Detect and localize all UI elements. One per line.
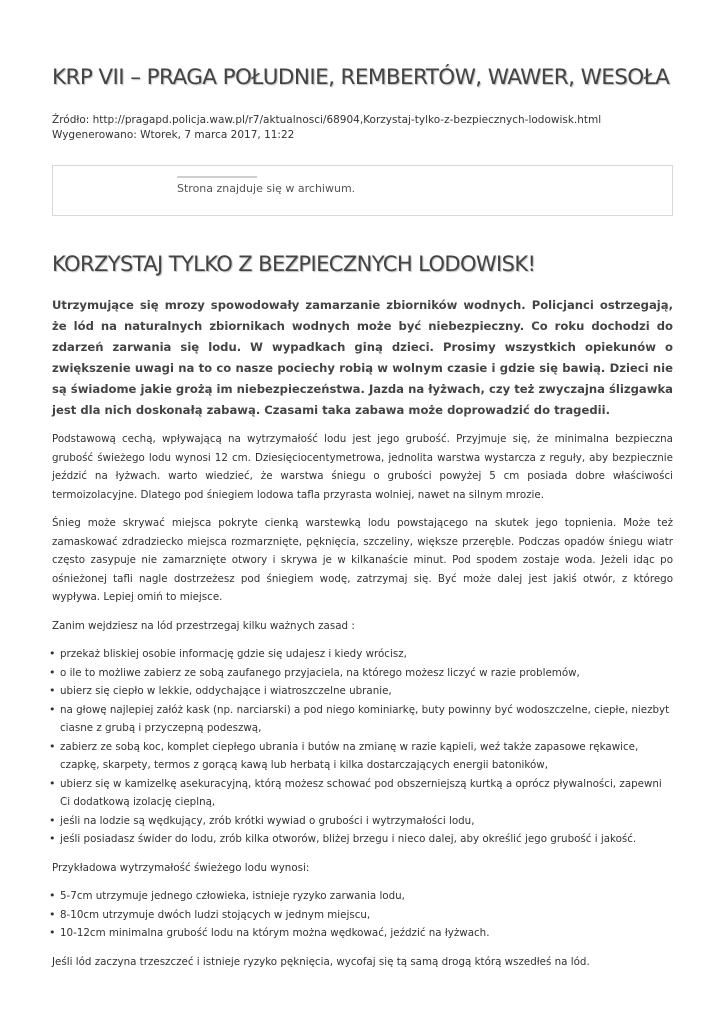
list-item: • ubierz się ciepło w lekkie, oddychające i wiatroszczelne ubranie, [52, 682, 673, 701]
strength-intro: Przykładowa wytrzymałość świeżego lodu wynosi: [52, 861, 310, 874]
article-title: KORZYSTAJ TYLKO Z BEZPIECZNYCH LODOWISK! [52, 252, 536, 276]
list-item: • jeśli na lodzie są wędkujący, zrób krótki wywiad o grubości i wytrzymałości lodu, [52, 812, 673, 831]
document-meta [52, 113, 601, 143]
list-item: • zabierz ze sobą koc, komplet ciepłego ubrania i butów na zmianę w razie kąpieli, weź także zapasowe rękawice, czapkę, skarpety, termos z gorącą kawą lub herbatą i kilka dostarczających energii batoników, [52, 738, 673, 775]
list-item: • jeśli posiadasz świder do lodu, zrób kilka otworów, bliżej brzegu i nieco dalej, aby określić jego grubość i jakość. [52, 830, 673, 849]
article-lead: Utrzymujące się mrozy spowodowały zamarzanie zbiorników wodnych. Policjanci ostrzegają, że lód na naturalnych zbiornikach wodnych może być niebezpieczny. Co roku dochodzi do zdarzeń zarwania się lodu. W wypadkach giną dzieci. Prosimy wszystkich opiekunów o zwiększenie uwagi na to co nasze pociechy robią w wolnym czasie i gdzie się bawią. Dzieci nie są świadome jakie grożą im niebezpieczeństwa. Jazda na łyżwach, czy też zwyczajna ślizgawka jest dla nich doskonałą zabawą. Czasami taka zabawa może doprowadzić do tragedii. [52, 298, 673, 417]
site-title: KRP VII – PRAGA POŁUDNIE, REMBERTÓW, WAWER, WESOŁA [52, 65, 670, 90]
generated-date: Wygenerowano: Wtorek, 7 marca 2017, 11:22 [52, 129, 295, 141]
archive-notice-text: Strona znajduje się w archiwum. [177, 182, 356, 195]
source-url: Źródło: http://pragapd.policja.waw.pl/r7/aktualnosci/68904,Korzystaj-tylko-z-bezpiecznych-lodowisk.html [52, 114, 602, 126]
list-item: • przekaż bliskiej osobie informację gdzie się udajesz i kiedy wrócisz, [52, 645, 673, 664]
list-item: • 8-10cm utrzymuje dwóch ludzi stojących w jednym miejscu, [52, 906, 673, 925]
strength-list [52, 887, 673, 943]
article-body [52, 430, 673, 981]
list-item: • 5-7cm utrzymuje jednego człowieka, istnieje ryzyko zarwania lodu, [52, 887, 673, 906]
list-item: • 10-12cm minimalna grubość lodu na którym można wędkować, jeździć na łyżwach. [52, 924, 673, 943]
paragraph-thickness: Podstawową cechą, wpływającą na wytrzymałość lodu jest jego grubość. Przyjmuje się, że minimalna bezpieczna grubość świeżego lodu wynosi 12 cm. Dziesięciocentymetrowa, jednolita warstwa wystarcza z reguły, aby bezpiecznie jeździć na łyżwach. warto wiedzieć, że warstwa śniegu o grubości powyżej 5 cm posiada dobre właściwości termoizolacyjne. Dlatego pod śniegiem lodowa tafla przyrasta wolniej, nawet na silnym mrozie. [52, 433, 673, 501]
list-item: • ubierz się w kamizelkę asekuracyjną, którą możesz schować pod obszerniejszą kurtką a oprócz pływalności, zapewni Ci dodatkową izolację cieplną, [52, 775, 673, 812]
closing-paragraph: Jeśli lód zaczyna trzeszczeć i istnieje ryzyko pęknięcia, wycofaj się tą samą drogą którą wszedłeś na lód. [52, 955, 590, 968]
paragraph-snow: Śnieg może skrywać miejsca pokryte cienką warstewką lodu powstającego na skutek jego topnienia. Może też zamaskować zdradziecko miejsca rozmarznięte, pęknięcia, szczeliny, większe przeręble. Podczas opadów śniegu wiatr często zasypuje nie zamarznięte otwory i skrywa je w kilkanaście minut. Pod spodem zostaje woda. Jeżeli idąc po ośnieżonej tafli nagle dostrzeżesz pod śniegiem wodę, zatrzymaj się. Być może dalej jest jakiś otwór, z którego wypływa. Lepiej omiń to miejsce. [52, 517, 673, 603]
list-item: • o ile to możliwe zabierz ze sobą zaufanego przyjaciela, na którego możesz liczyć w razie problemów, [52, 664, 673, 683]
rules-list [52, 645, 673, 849]
rules-intro: Zanim wejdziesz na lód przestrzegaj kilku ważnych zasad : [52, 619, 355, 632]
archive-notice-box [52, 165, 673, 216]
archive-notice-bar [177, 176, 257, 178]
list-item: • na głowę najlepiej załóż kask (np. narciarski) a pod niego kominiarkę, buty powinny być wodoszczelne, ciepłe, niezbyt ciasne z grubą i przyczepną podeszwą, [52, 701, 673, 738]
